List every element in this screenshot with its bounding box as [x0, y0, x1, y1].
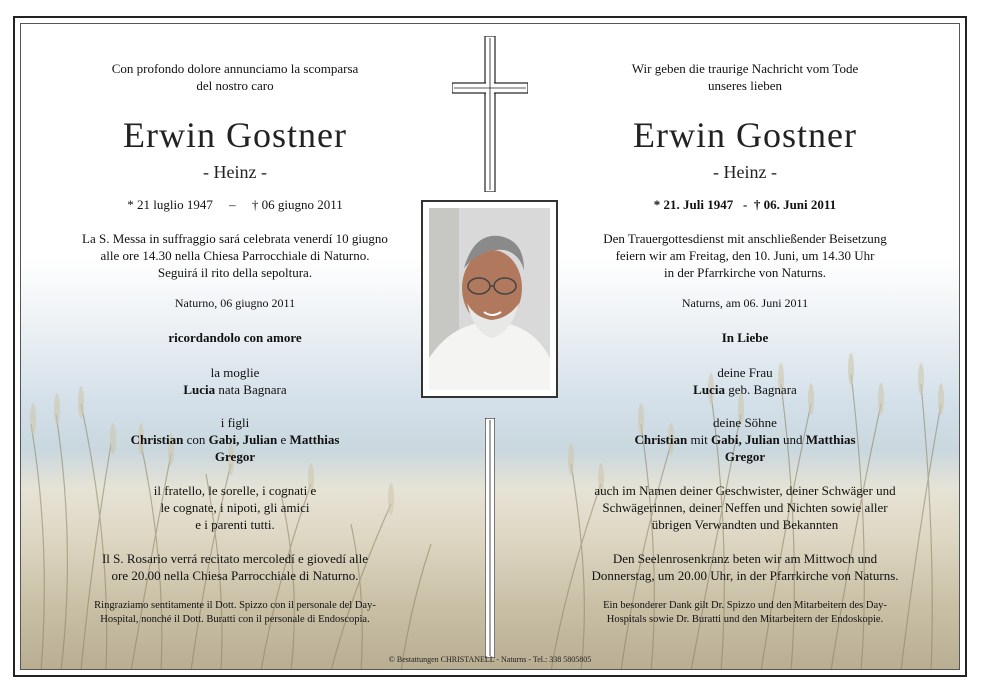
nickname: - Heinz - — [713, 162, 777, 182]
rosary-text: Den Seelenrosenkranz beten wir am Mittwoch und Donnerstag, um 20.00 Uhr, in der Pfarrkirche von Naturns. — [591, 551, 899, 583]
thanks-text: Ein besonderer Dank gilt Dr. Spizzo und den Mitarbeitern des Day- Hospitals sowie Dr. Buratti und den Mitarbeitern der Endoskopie. — [603, 600, 887, 625]
remembrance-line: ricordandolo con amore — [168, 330, 302, 345]
wife-label: la moglie — [210, 365, 260, 380]
place-date: Naturns, am 06. Juni 2011 — [681, 296, 809, 310]
cross-stem-lower — [485, 418, 495, 658]
children-label: i figli — [220, 415, 250, 430]
nickname: - Heinz - — [203, 162, 267, 182]
children-surname: Gregor — [214, 449, 256, 464]
children-line: Christian mit Gabi, Julian und Matthias — [634, 432, 856, 447]
funeral-home-credit: © Bestattungen CHRISTANELL - Naturns - Tel.: 338 5805805 — [388, 655, 592, 664]
wife-label: deine Frau — [717, 365, 773, 380]
children-label: deine Söhne — [713, 415, 777, 430]
portrait-frame — [421, 200, 558, 398]
deceased-name: Erwin Gostner — [633, 115, 857, 155]
children-line: Christian con Gabi, Julian e Matthias — [130, 432, 340, 447]
children-surname: Gregor — [724, 449, 766, 464]
intro-text: Con profondo dolore annunciamo la scomparsa del nostro caro — [111, 61, 359, 93]
place-date: Naturno, 06 giugno 2011 — [174, 296, 296, 310]
rosary-text: Il S. Rosario verrá recitato mercoledí e giovedí alle ore 20.00 nella Chiesa Parrocchiale di Naturno. — [101, 551, 369, 583]
relatives-text: il fratello, le sorelle, i cognati e le cognate, i nipoti, gli amici e i parenti tutti. — [153, 483, 317, 532]
wife-name-line: Lucia geb. Bagnara — [693, 382, 797, 397]
remembrance-line: In Liebe — [721, 330, 769, 345]
deceased-name: Erwin Gostner — [123, 115, 347, 155]
life-dates: * 21. Juli 1947 - † 06. Juni 2011 — [653, 197, 837, 212]
intro-text: Wir geben die traurige Nachricht vom Tode unseres lieben — [631, 61, 859, 93]
life-dates: * 21 luglio 1947 – † 06 giugno 2011 — [127, 197, 343, 212]
cross-icon — [452, 36, 528, 192]
relatives-text: auch im Namen deiner Geschwister, deiner Schwäger und Schwägerinnen, deiner Neffen und Nichten sowie aller übrigen Verwandten und Bekannten — [594, 483, 896, 532]
wife-name-line: Lucia nata Bagnara — [183, 382, 287, 397]
portrait-photo — [429, 208, 550, 390]
mass-announcement: Den Trauergottesdienst mit anschließender Beisetzung feiern wir am Freitag, den 10. Juni, um 14.30 Uhr in der Pfarrkirche von Naturns. — [603, 231, 887, 280]
mass-announcement: La S. Messa in suffraggio sará celebrata venerdí 10 giugno alle ore 14.30 nella Chiesa Parrocchiale di Naturno. Seguirá il rito della sepoltura. — [82, 231, 388, 280]
thanks-text: Ringraziamo sentitamente il Dott. Spizzo con il personale del Day- Hospital, nonché il Dott. Buratti con il personale di Endoscopia. — [94, 600, 376, 625]
